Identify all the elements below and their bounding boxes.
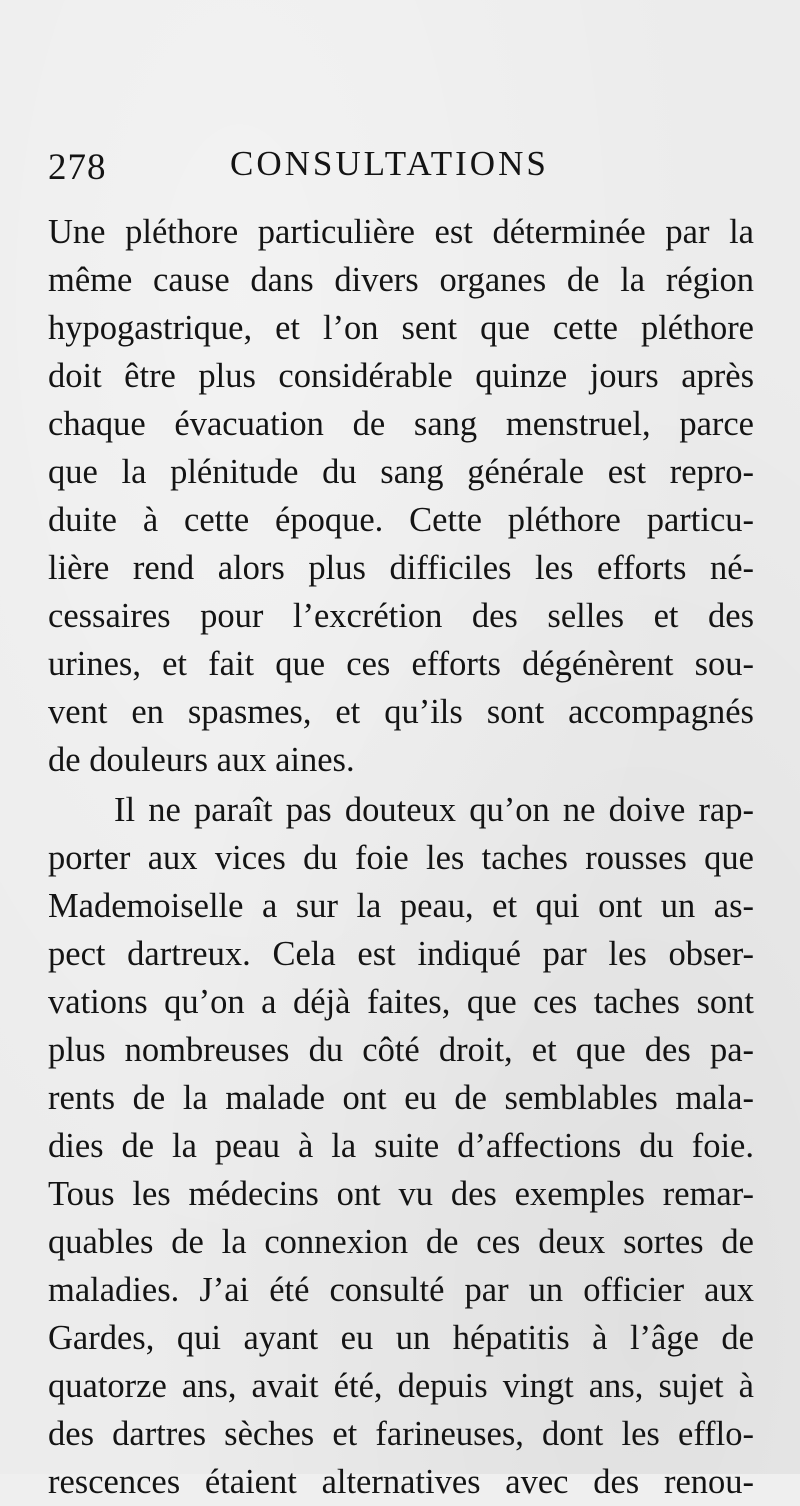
page-header <box>48 140 748 190</box>
text-line: doit être plus considérable quinze jours après <box>48 357 754 395</box>
text-line: porter aux vices du foie les taches rousses que <box>48 839 754 877</box>
page-number: 278 <box>48 147 107 188</box>
text-line: maladies. J’ai été consulté par un officier aux <box>48 1271 754 1309</box>
text-line: quables de la connexion de ces deux sortes de <box>48 1223 754 1261</box>
text-line: hypogastrique, et l’on sent que cette pléthore <box>48 309 754 347</box>
text-line: Tous les médecins ont vu des exemples remar- <box>48 1175 754 1213</box>
text-line: urines, et fait que ces efforts dégénèrent sou- <box>48 645 754 683</box>
text-line: duite à cette époque. Cette pléthore particu- <box>48 501 754 539</box>
text-line: lière rend alors plus difficiles les efforts né- <box>48 549 754 587</box>
text-line: dies de la peau à la suite d’affections du foie. <box>48 1127 754 1165</box>
text-line: même cause dans divers organes de la région <box>48 261 754 299</box>
text-line: de douleurs aux aines. <box>48 741 355 779</box>
text-line: Gardes, qui ayant eu un hépatitis à l’âge de <box>48 1319 754 1357</box>
text-line: Mademoiselle a sur la peau, et qui ont un as- <box>48 887 754 925</box>
text-line: vent en spasmes, et qu’ils sont accompagnés <box>48 693 754 731</box>
text-line: chaque évacuation de sang menstruel, parce <box>48 405 754 443</box>
text-line: Une pléthore particulière est déterminée par la <box>48 213 754 251</box>
text-line: Il ne paraît pas douteux qu’on ne doive rap- <box>114 791 754 829</box>
running-head: CONSULTATIONS <box>230 144 549 183</box>
text-line: rescences étaient alternatives avec des renou- <box>48 1463 754 1501</box>
text-line: pect dartreux. Cela est indiqué par les obser- <box>48 935 754 973</box>
text-line: cessaires pour l’excrétion des selles et des <box>48 597 754 635</box>
text-line: quatorze ans, avait été, depuis vingt ans, sujet à <box>48 1367 754 1405</box>
text-line: plus nombreuses du côté droit, et que des pa- <box>48 1031 754 1069</box>
text-line: vations qu’on a déjà faites, que ces taches sont <box>48 983 754 1021</box>
body-text <box>48 208 754 1506</box>
text-line: rents de la malade ont eu de semblables mala- <box>48 1079 754 1117</box>
text-line: des dartres sèches et farineuses, dont les efflo- <box>48 1415 754 1453</box>
text-line: que la plénitude du sang générale est repro- <box>48 453 754 491</box>
